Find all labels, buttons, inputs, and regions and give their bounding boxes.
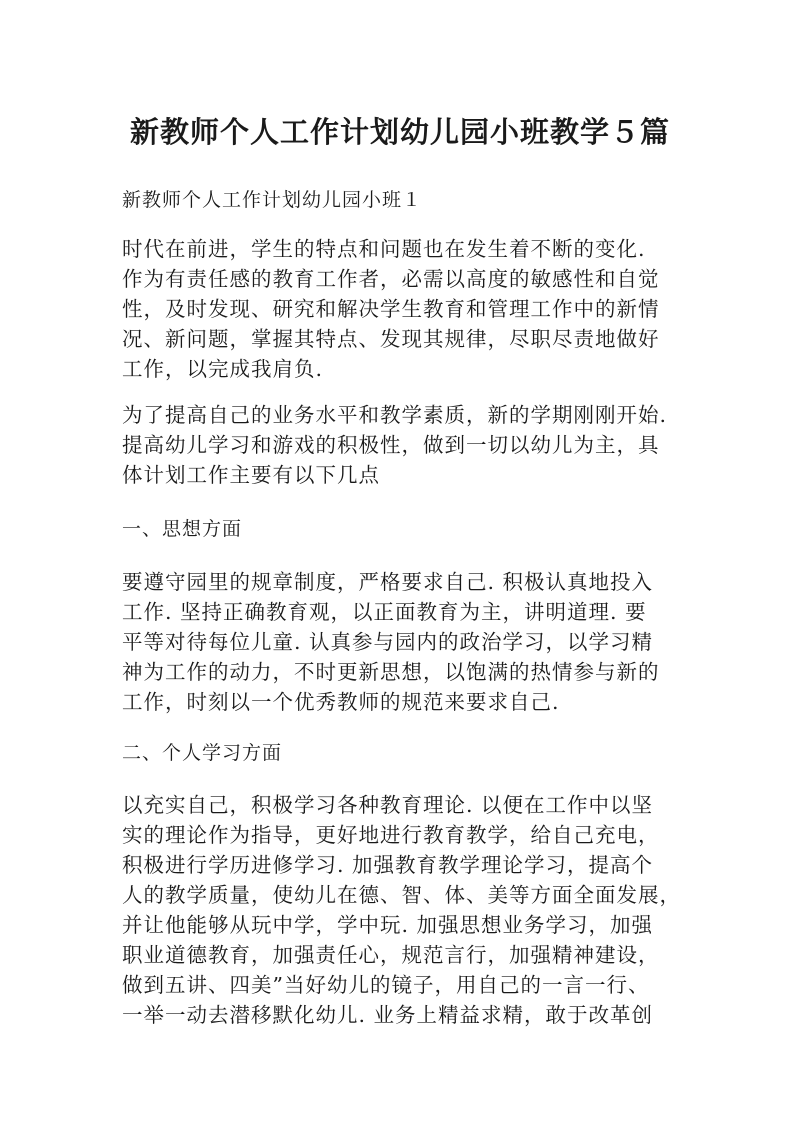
paragraph-line: 职业道德教育，加强责任心，规范言行，加强精神建设， [122, 943, 660, 967]
paragraph-1 [122, 234, 682, 384]
section-heading-thought: 一、思想方面 [122, 518, 243, 540]
paragraph-line: 平等对待每位儿童. 认真参与园内的政治学习，以学习精 [122, 630, 654, 654]
paragraph-line: 时代在前进，学生的特点和问题也在发生着不断的变化. [122, 237, 646, 261]
paragraph-line: 提高幼儿学习和游戏的积极性，做到一切以幼儿为主，具 [122, 433, 660, 457]
paragraph-3 [122, 567, 682, 717]
paragraph-line: 体计划工作主要有以下几点 [122, 463, 380, 487]
document-subtitle: 新教师个人工作计划幼儿园小班１ [122, 189, 423, 211]
section-heading-personal-study: 二、个人学习方面 [122, 742, 283, 764]
paragraph-line: 积极进行学历进修学习. 加强教育教学理论学习，提高个 [122, 853, 654, 877]
paragraph-line: 工作，时刻以一个优秀教师的规范来要求自己. [122, 690, 560, 714]
paragraph-line: 做到五讲、四美”当好幼儿的镜子，用自己的一言一行、 [122, 973, 650, 997]
paragraph-line: 神为工作的动力，不时更新思想，以饱满的热情参与新的 [122, 660, 660, 684]
paragraph-line: 工作. 坚持正确教育观，以正面教育为主，讲明道理. 要 [122, 600, 647, 624]
document-title: 新教师个人工作计划幼儿园小班教学５篇 [129, 115, 670, 149]
paragraph-line: 性，及时发现、研究和解决学生教育和管理工作中的新情 [122, 297, 660, 321]
paragraph-line: 为了提高自己的业务水平和教学素质，新的学期刚刚开始. [122, 403, 668, 427]
paragraph-2 [122, 400, 682, 490]
paragraph-4 [122, 790, 682, 1030]
paragraph-line: 人的教学质量，使幼儿在德、智、体、美等方面全面发展， [122, 883, 681, 907]
paragraph-line: 要遵守园里的规章制度，严格要求自己. 积极认真地投入 [122, 570, 654, 594]
paragraph-line: 工作，以完成我肩负. [122, 357, 324, 381]
paragraph-line: 并让他能够从玩中学，学中玩. 加强思想业务学习，加强 [122, 913, 654, 937]
paragraph-line: 实的理论作为指导，更好地进行教育教学，给自己充电， [122, 823, 660, 847]
paragraph-line: 况、新问题，掌握其特点、发现其规律，尽职尽责地做好 [122, 327, 660, 351]
paragraph-line: 一举一动去潜移默化幼儿. 业务上精益求精，敢于改革创 [122, 1003, 654, 1027]
paragraph-line: 以充实自己，积极学习各种教育理论. 以便在工作中以坚 [122, 793, 654, 817]
paragraph-line: 作为有责任感的教育工作者，必需以高度的敏感性和自觉 [122, 267, 660, 291]
